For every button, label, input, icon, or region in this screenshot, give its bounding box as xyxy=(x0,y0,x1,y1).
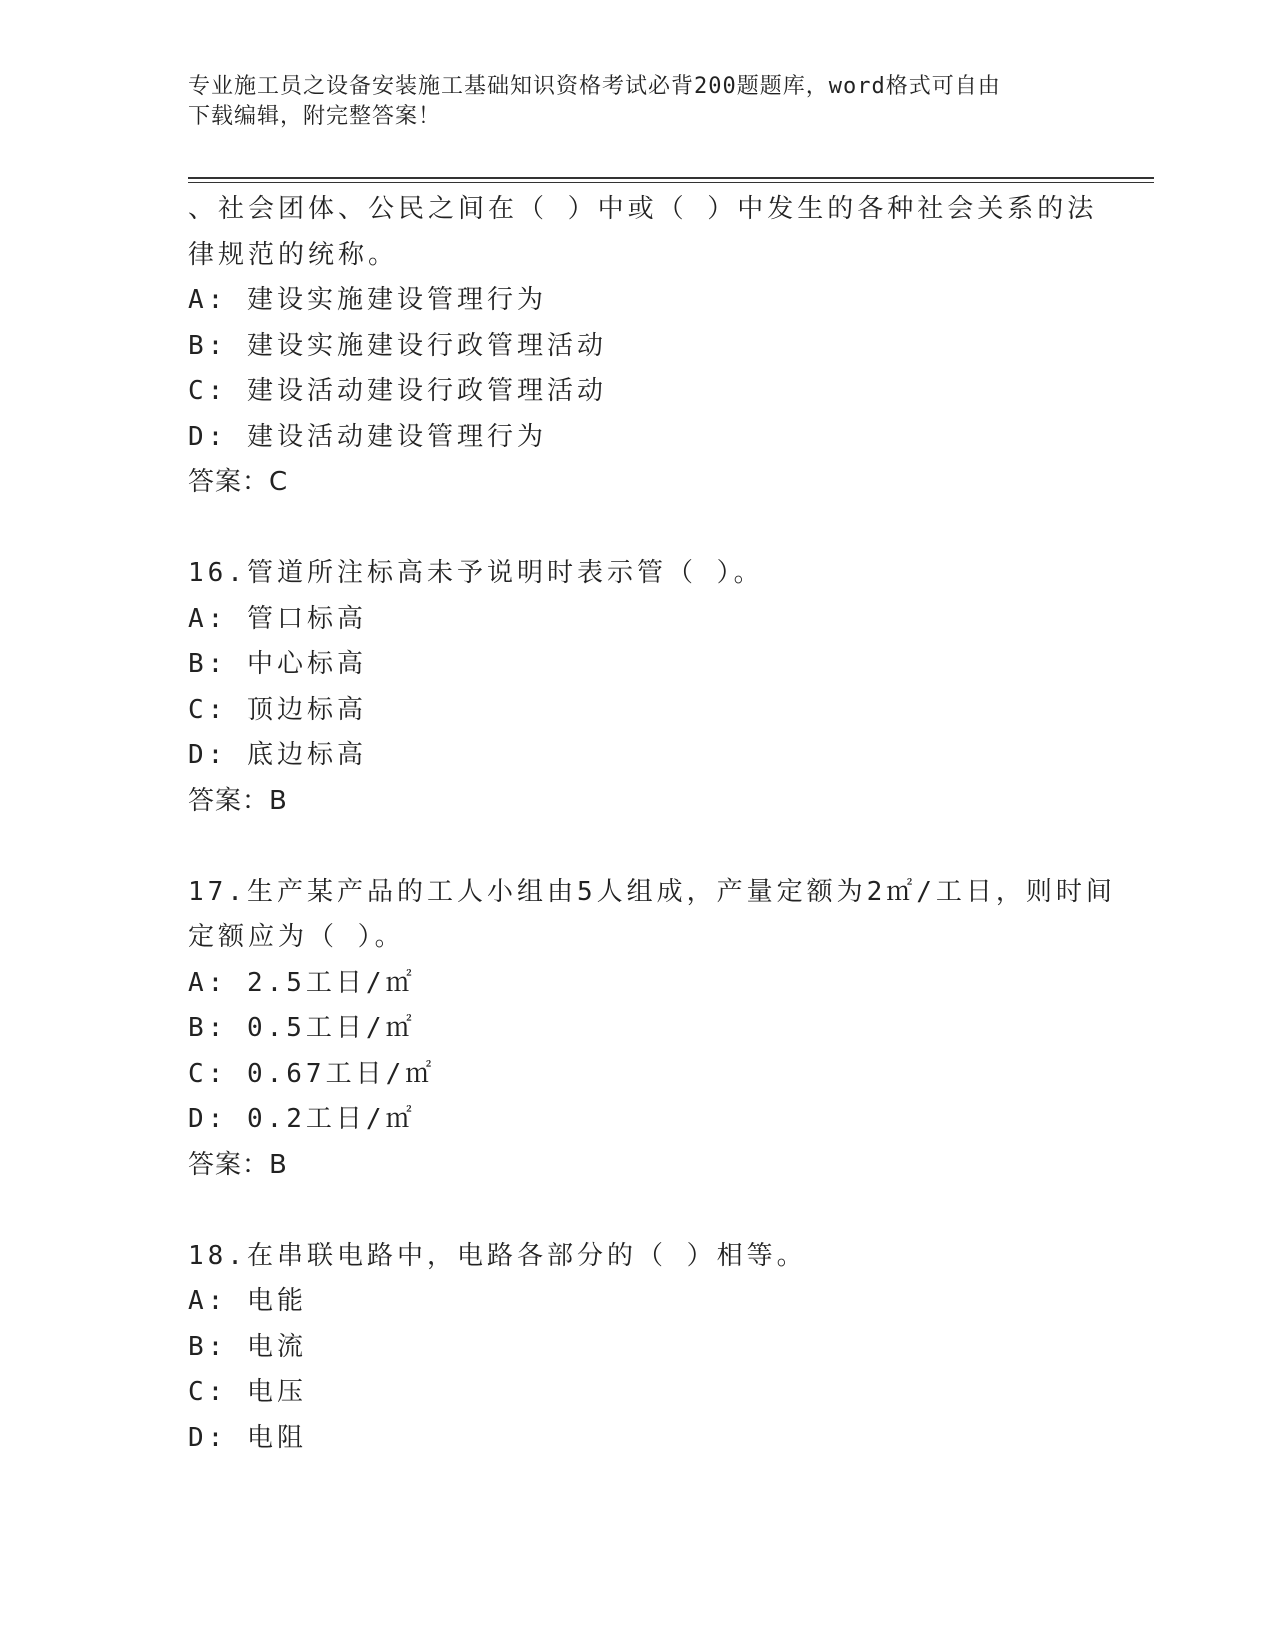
spacer xyxy=(188,506,1088,552)
answer: 答案：B xyxy=(188,1149,288,1180)
question-17 xyxy=(188,870,1116,1189)
question-stem: 定额应为（ ）。 xyxy=(188,922,405,952)
option-b: B: 电流 xyxy=(188,1331,307,1362)
option-b: B: 中心标高 xyxy=(188,649,367,679)
option-b: B: 0.5工日/㎡ xyxy=(188,1013,416,1043)
document-header xyxy=(188,72,1068,132)
question-stem: 律规范的统称。 xyxy=(188,239,399,270)
option-d: D: 建设活动建设管理行为 xyxy=(188,421,547,452)
option-a: A: 建设实施建设管理行为 xyxy=(188,285,547,315)
question-15 xyxy=(188,187,1098,506)
answer: 答案：B xyxy=(188,785,288,816)
option-a: A: 2.5工日/㎡ xyxy=(188,967,416,998)
header-title-line-2: 下载编辑，附完整答案！ xyxy=(188,104,442,129)
question-stem: 17.生产某产品的工人小组由5人组成，产量定额为2㎡/工日，则时间 xyxy=(188,876,1116,907)
question-list xyxy=(188,187,1116,1461)
option-c: C: 建设活动建设行政管理活动 xyxy=(188,376,607,406)
option-c: C: 0.67工日/㎡ xyxy=(188,1058,436,1089)
header-divider-thick xyxy=(188,177,1154,179)
question-stem: 、社会团体、公民之间在（ ）中或（ ）中发生的各种社会关系的法 xyxy=(188,194,1098,224)
question-16 xyxy=(188,551,1088,824)
spacer xyxy=(188,824,1088,870)
option-c: C: 顶边标高 xyxy=(188,694,367,725)
option-d: D: 底边标高 xyxy=(188,740,367,770)
spacer xyxy=(188,1188,1088,1234)
header-title-line-1: 专业施工员之设备安装施工基础知识资格考试必背200题题库，word格式可自由 xyxy=(188,74,1001,99)
question-stem: 16.管道所注标高未予说明时表示管（ ）。 xyxy=(188,558,764,588)
option-c: C: 电压 xyxy=(188,1377,307,1407)
answer: 答案：C xyxy=(188,467,289,497)
header-divider-thin xyxy=(188,182,1154,183)
option-a: A: 管口标高 xyxy=(188,603,367,634)
question-stem: 18.在串联电路中，电路各部分的（ ）相等。 xyxy=(188,1240,807,1271)
option-d: D: 0.2工日/㎡ xyxy=(188,1104,416,1134)
option-a: A: 电能 xyxy=(188,1286,307,1316)
option-b: B: 建设实施建设行政管理活动 xyxy=(188,330,607,361)
option-d: D: 电阻 xyxy=(188,1422,307,1453)
question-18 xyxy=(188,1234,1088,1462)
